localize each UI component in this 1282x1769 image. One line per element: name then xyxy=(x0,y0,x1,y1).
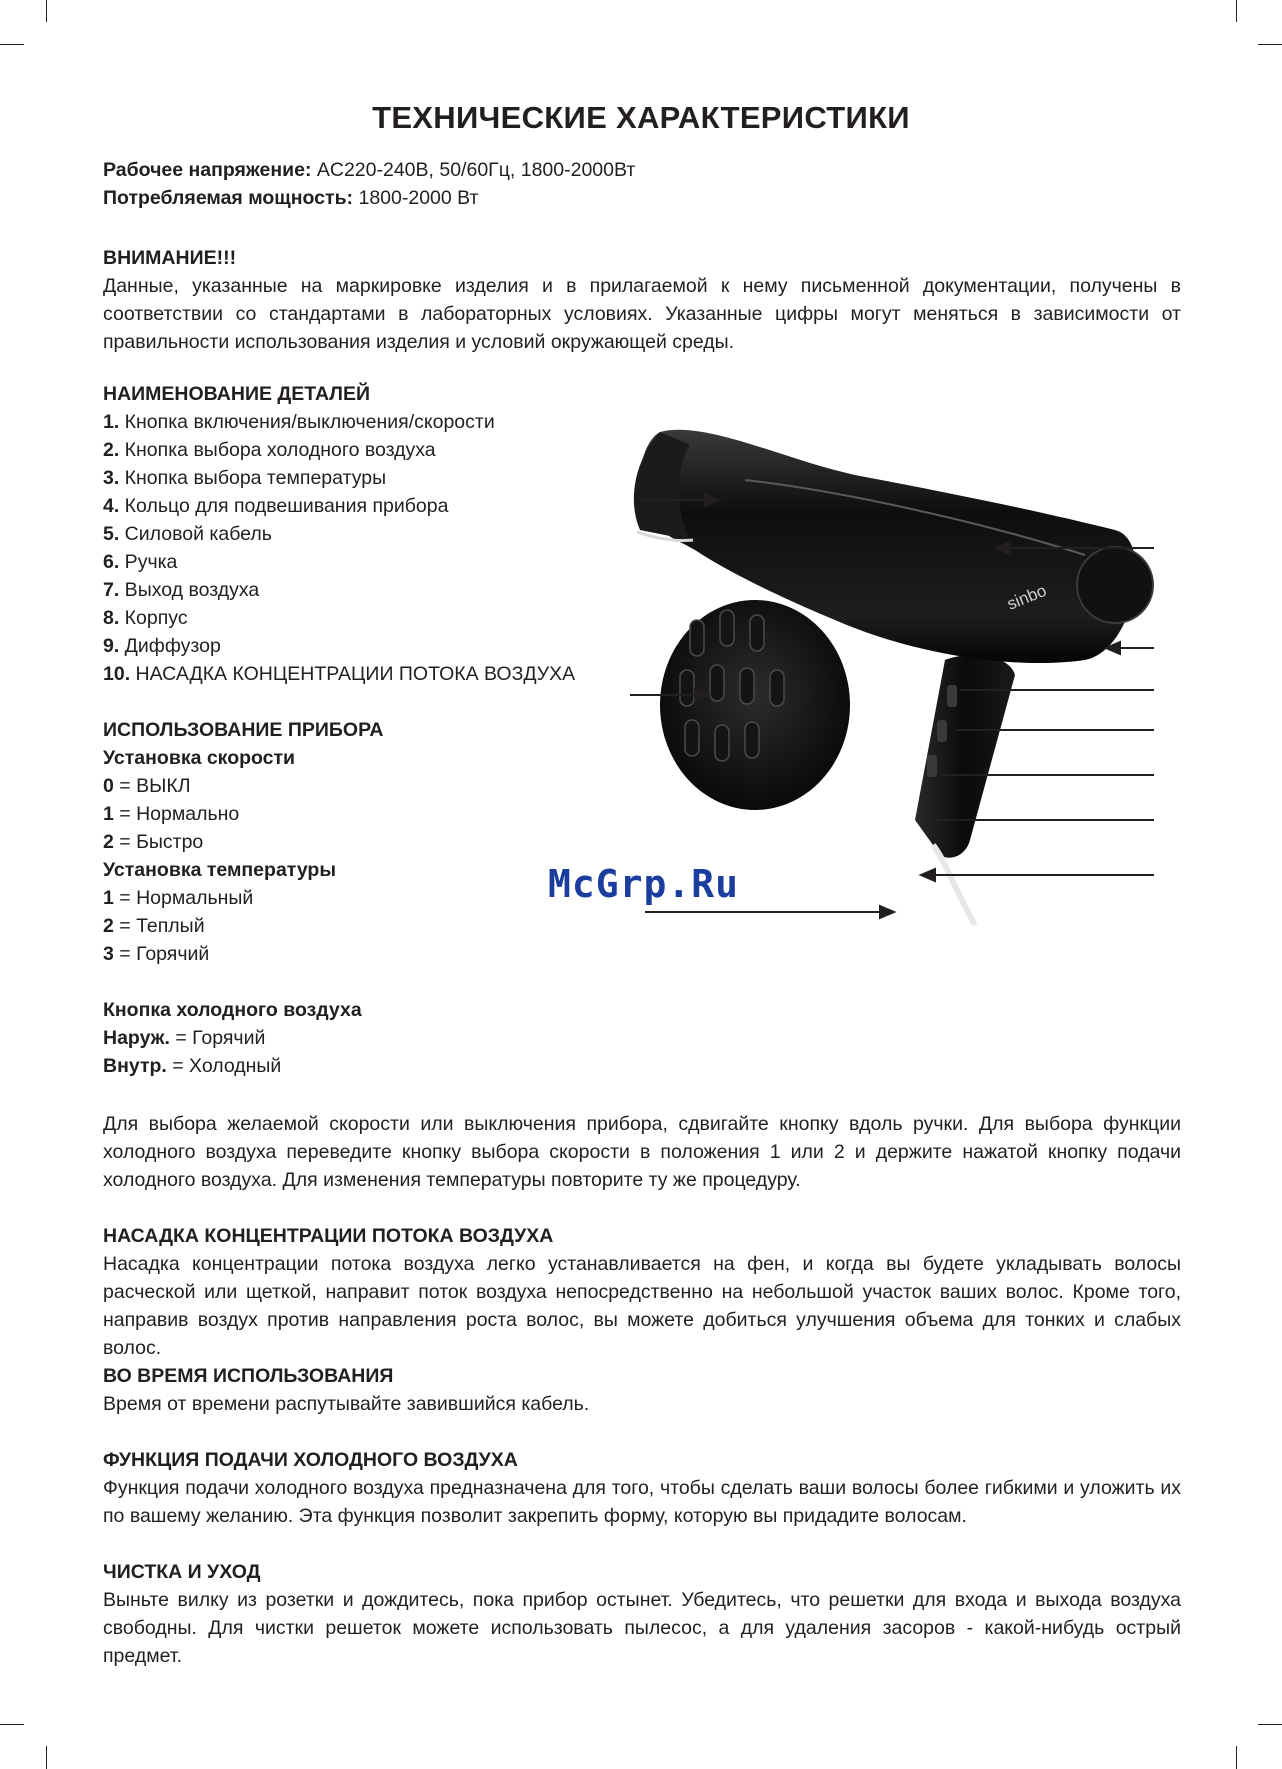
warning-block xyxy=(103,244,1181,356)
list-item: 6. Ручка xyxy=(103,551,178,573)
list-item: 2 = Теплый xyxy=(103,915,205,937)
cool-heading: Кнопка холодного воздуха xyxy=(103,999,362,1021)
rear-cap xyxy=(1077,547,1153,623)
section-heading: ВО ВРЕМЯ ИСПОЛЬЗОВАНИЯ xyxy=(103,1365,394,1387)
crop-mark xyxy=(1236,1746,1237,1769)
crop-mark xyxy=(0,44,24,45)
speed-heading: Установка скорости xyxy=(103,747,296,769)
section-text: Выньте вилку из розетки и дождитесь, пока прибор остынет. Убедитесь, что решетки для входа и выхода воздуха свободны. Для чистки решеток можете использовать пылесос, а для удаления засоров - какой-нибудь острый предмет. xyxy=(103,1589,1181,1667)
parts-block xyxy=(103,380,623,688)
crop-mark xyxy=(1236,0,1237,22)
crop-mark xyxy=(1258,44,1282,45)
list-item: 1 = Нормальный xyxy=(103,887,254,909)
callout-arrow xyxy=(921,869,935,881)
diffuser-finger xyxy=(685,720,699,756)
list-item: 8. Корпус xyxy=(103,607,188,629)
list-item: 3 = Горячий xyxy=(103,943,210,965)
list-item: 1 = Нормально xyxy=(103,803,240,825)
page-title: ТЕХНИЧЕСКИЕ ХАРАКТЕРИСТИКИ xyxy=(372,100,910,135)
list-item: 2. Кнопка выбора холодного воздуха xyxy=(103,439,436,461)
diffuser-finger xyxy=(750,615,764,651)
section-text: Насадка концентрации потока воздуха легко устанавливается на фен, и когда вы будете укладывать волосы расческой или щеткой, направит поток воздуха непосредственно на небольшой участок ваших волос. Кроме того, направив воздух против направления роста волос, вы можете добиться улучшения объема для тонких и слабых волос. xyxy=(103,1253,1181,1359)
list-item: 5. Силовой кабель xyxy=(103,523,272,545)
crop-mark xyxy=(46,1746,47,1769)
diffuser-finger xyxy=(720,610,734,646)
crop-mark xyxy=(0,1724,24,1725)
callout-arrow xyxy=(880,906,894,918)
section-heading: ЧИСТКА И УХОД xyxy=(103,1561,261,1583)
crop-mark xyxy=(1258,1724,1282,1725)
section-heading: НАСАДКА КОНЦЕНТРАЦИИ ПОТОКА ВОЗДУХА xyxy=(103,1225,554,1247)
cool-block xyxy=(103,996,523,1080)
diffuser-finger xyxy=(715,725,729,761)
warning-heading: ВНИМАНИЕ!!! xyxy=(103,247,237,269)
section-heading: ФУНКЦИЯ ПОДАЧИ ХОЛОДНОГО ВОЗДУХА xyxy=(103,1449,518,1471)
list-item: 2 = Быстро xyxy=(103,831,204,853)
speed-button xyxy=(947,685,957,707)
diffuser-finger xyxy=(740,668,754,704)
section-nozzle xyxy=(103,1222,1181,1362)
specs-block xyxy=(103,156,1181,212)
list-item: 1. Кнопка включения/выключения/скорости xyxy=(103,411,495,433)
section-cool-function xyxy=(103,1446,1181,1530)
list-item: 3. Кнопка выбора температуры xyxy=(103,467,387,489)
diffuser-finger xyxy=(770,670,784,706)
list-item: Внутр. = Холодный xyxy=(103,1055,282,1077)
diffuser-finger xyxy=(680,670,694,706)
temp-heading: Установка температуры xyxy=(103,859,336,881)
usage-text: Для выбора желаемой скорости или выключения прибора, сдвигайте кнопку вдоль ручки. Для выбора функции холодного воздуха переведите кнопку выбора скорости в положения 1 или 2 и держите нажатой кнопку подачи холодного воздуха. Для изменения температуры повторите ту же процедуру. xyxy=(103,1113,1181,1191)
section-during-use xyxy=(103,1362,1181,1418)
crop-mark xyxy=(46,0,47,22)
section-text: Функция подачи холодного воздуха предназначена для того, чтобы сделать ваши волосы более гибкими и уложить их по вашему желанию. Эта функция позволит закрепить форму, которую вы придадите волосам. xyxy=(103,1477,1181,1527)
list-item: 0 = ВЫКЛ xyxy=(103,775,191,797)
cool-air-button xyxy=(937,720,947,742)
list-item: 9. Диффузор xyxy=(103,635,221,657)
brand-logo: sinbo xyxy=(1004,580,1050,614)
usage-block xyxy=(103,716,523,968)
usage-heading: ИСПОЛЬЗОВАНИЕ ПРИБОРА xyxy=(103,719,384,741)
section-text: Время от времени распутывайте завившийся кабель. xyxy=(103,1393,590,1415)
parts-heading: НАИМЕНОВАНИЕ ДЕТАЛЕЙ xyxy=(103,383,371,405)
spec-power: Потребляемая мощность: 1800-2000 Вт xyxy=(103,187,479,209)
section-cleaning xyxy=(103,1558,1181,1670)
list-item: Наруж. = Горячий xyxy=(103,1027,266,1049)
temperature-button xyxy=(927,755,937,777)
watermark: McGrp.Ru xyxy=(548,862,740,906)
diffuser-finger xyxy=(710,665,724,701)
diffuser-finger xyxy=(690,620,704,656)
diffuser-finger xyxy=(745,722,759,758)
list-item: 4. Кольцо для подвешивания прибора xyxy=(103,495,449,517)
list-item: 10. НАСАДКА КОНЦЕНТРАЦИИ ПОТОКА ВОЗДУХА xyxy=(103,663,576,685)
warning-text: Данные, указанные на маркировке изделия и в прилагаемой к нему письменной документации, получены в соответствии со стандартами в лабораторных условиях. Указанные цифры могут меняться в зависимости от правильности использования изделия и условий окружающей среды. xyxy=(103,275,1181,353)
spec-voltage: Рабочее напряжение: AC220-240В, 50/60Гц, 1800-2000Вт xyxy=(103,159,636,181)
list-item: 7. Выход воздуха xyxy=(103,579,260,601)
